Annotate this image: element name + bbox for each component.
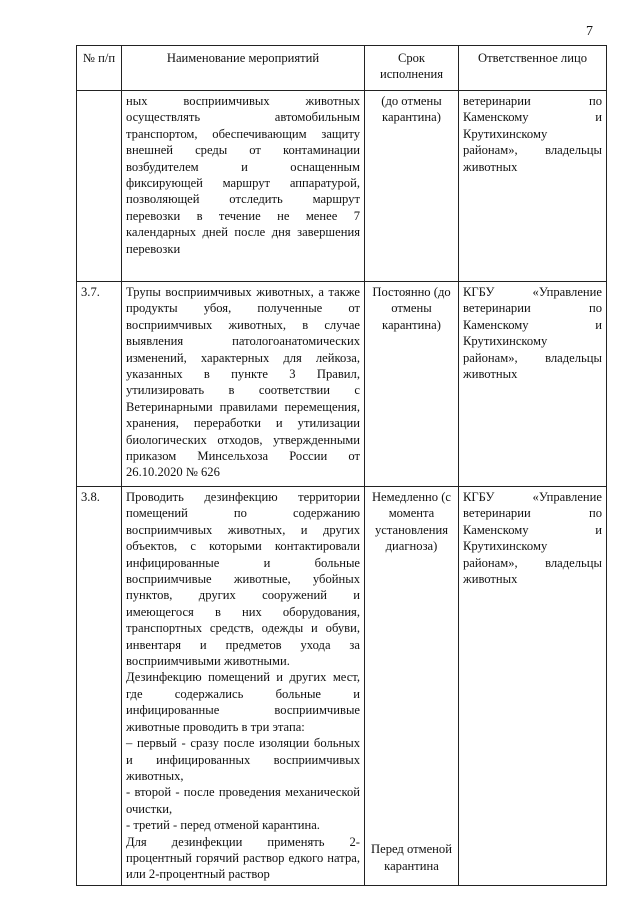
- measure-paragraph: Для дезинфекции применять 2-процентный горячий раствор едкого натра, или 2-процентный раствор: [126, 834, 360, 882]
- table-row: [77, 282, 607, 487]
- page-number: 7: [586, 24, 593, 39]
- row-responsible: КГБУ «Управление ветеринарии по Каменскому и Крутихинскому районам», владельцы животных: [459, 487, 607, 886]
- measure-paragraph: - третий - перед отменой карантина.: [126, 818, 320, 833]
- row-num: 3.8.: [77, 487, 122, 886]
- row-measure: Трупы восприимчивых животных, а также продукты убоя, полученные от восприимчивых животных, в случае выявления патологоанатомических изменений, характерных для лейкоза, указанных в пункте 3 Правил, утилизировать в соответствии с Ветеринарными правилами перемещения, хранения, переработки и утилизации биологических отходов, утвержденными приказом Минсельхоза России от 26.10.2020 № 626: [122, 282, 365, 487]
- row-measure: [122, 487, 365, 886]
- row-responsible: КГБУ «Управление ветеринарии по Каменскому и Крутихинскому районам», владельцы животных: [459, 282, 607, 487]
- header-term: Срок исполнения: [365, 46, 459, 91]
- term-immediate: Немедленно (с момента установления диагноза): [371, 490, 452, 554]
- header-num: № п/п: [77, 46, 122, 91]
- row-term: Постоянно (до отмены карантина): [365, 282, 459, 487]
- row-term: [365, 487, 459, 886]
- measure-paragraph: - второй - после проведения механической очистки,: [126, 785, 360, 816]
- measure-paragraph: Проводить дезинфекцию территории помещений по содержанию восприимчивых животных, и других объектов, с которыми контактировали инфицированные и больные восприимчивые животные, убойных пунктов, других сооружений и имеющегося в них оборудования, транспортных средств, одежды и обуви, инвентаря и предметов ухода за восприимчивыми животными.: [126, 490, 360, 669]
- table-header-row: [77, 46, 607, 91]
- row-responsible: ветеринарии по Каменскому и Крутихинскому районам», владельцы животных: [459, 91, 607, 282]
- header-name: Наименование мероприятий: [122, 46, 365, 91]
- row-measure: ных восприимчивых животных осуществлять автомобильным транспортом, обеспечивающим защиту внешней среды от контаминации возбудителем и оснащенным фиксирующей маршрут аппаратурой, позволяющей отследить маршрут перевозки в течение не менее 7 календарных дней после дня завершения перевозки: [122, 91, 365, 282]
- header-responsible: Ответственное лицо: [459, 46, 607, 91]
- measure-paragraph: Дезинфекцию помещений и других мест, где содержались больные и инфицированные восприимчивые животные проводить в три этапа:: [126, 670, 360, 734]
- table-row: [77, 487, 607, 886]
- term-before-quarantine-end: Перед отменой карантина: [371, 842, 452, 873]
- row-num: [77, 91, 122, 282]
- measures-table: [76, 45, 607, 886]
- measure-paragraph: – первый - сразу после изоляции больных и инфицированных восприимчивых животных,: [126, 736, 360, 783]
- row-term: (до отмены карантина): [365, 91, 459, 282]
- table-row: [77, 91, 607, 282]
- row-num: 3.7.: [77, 282, 122, 487]
